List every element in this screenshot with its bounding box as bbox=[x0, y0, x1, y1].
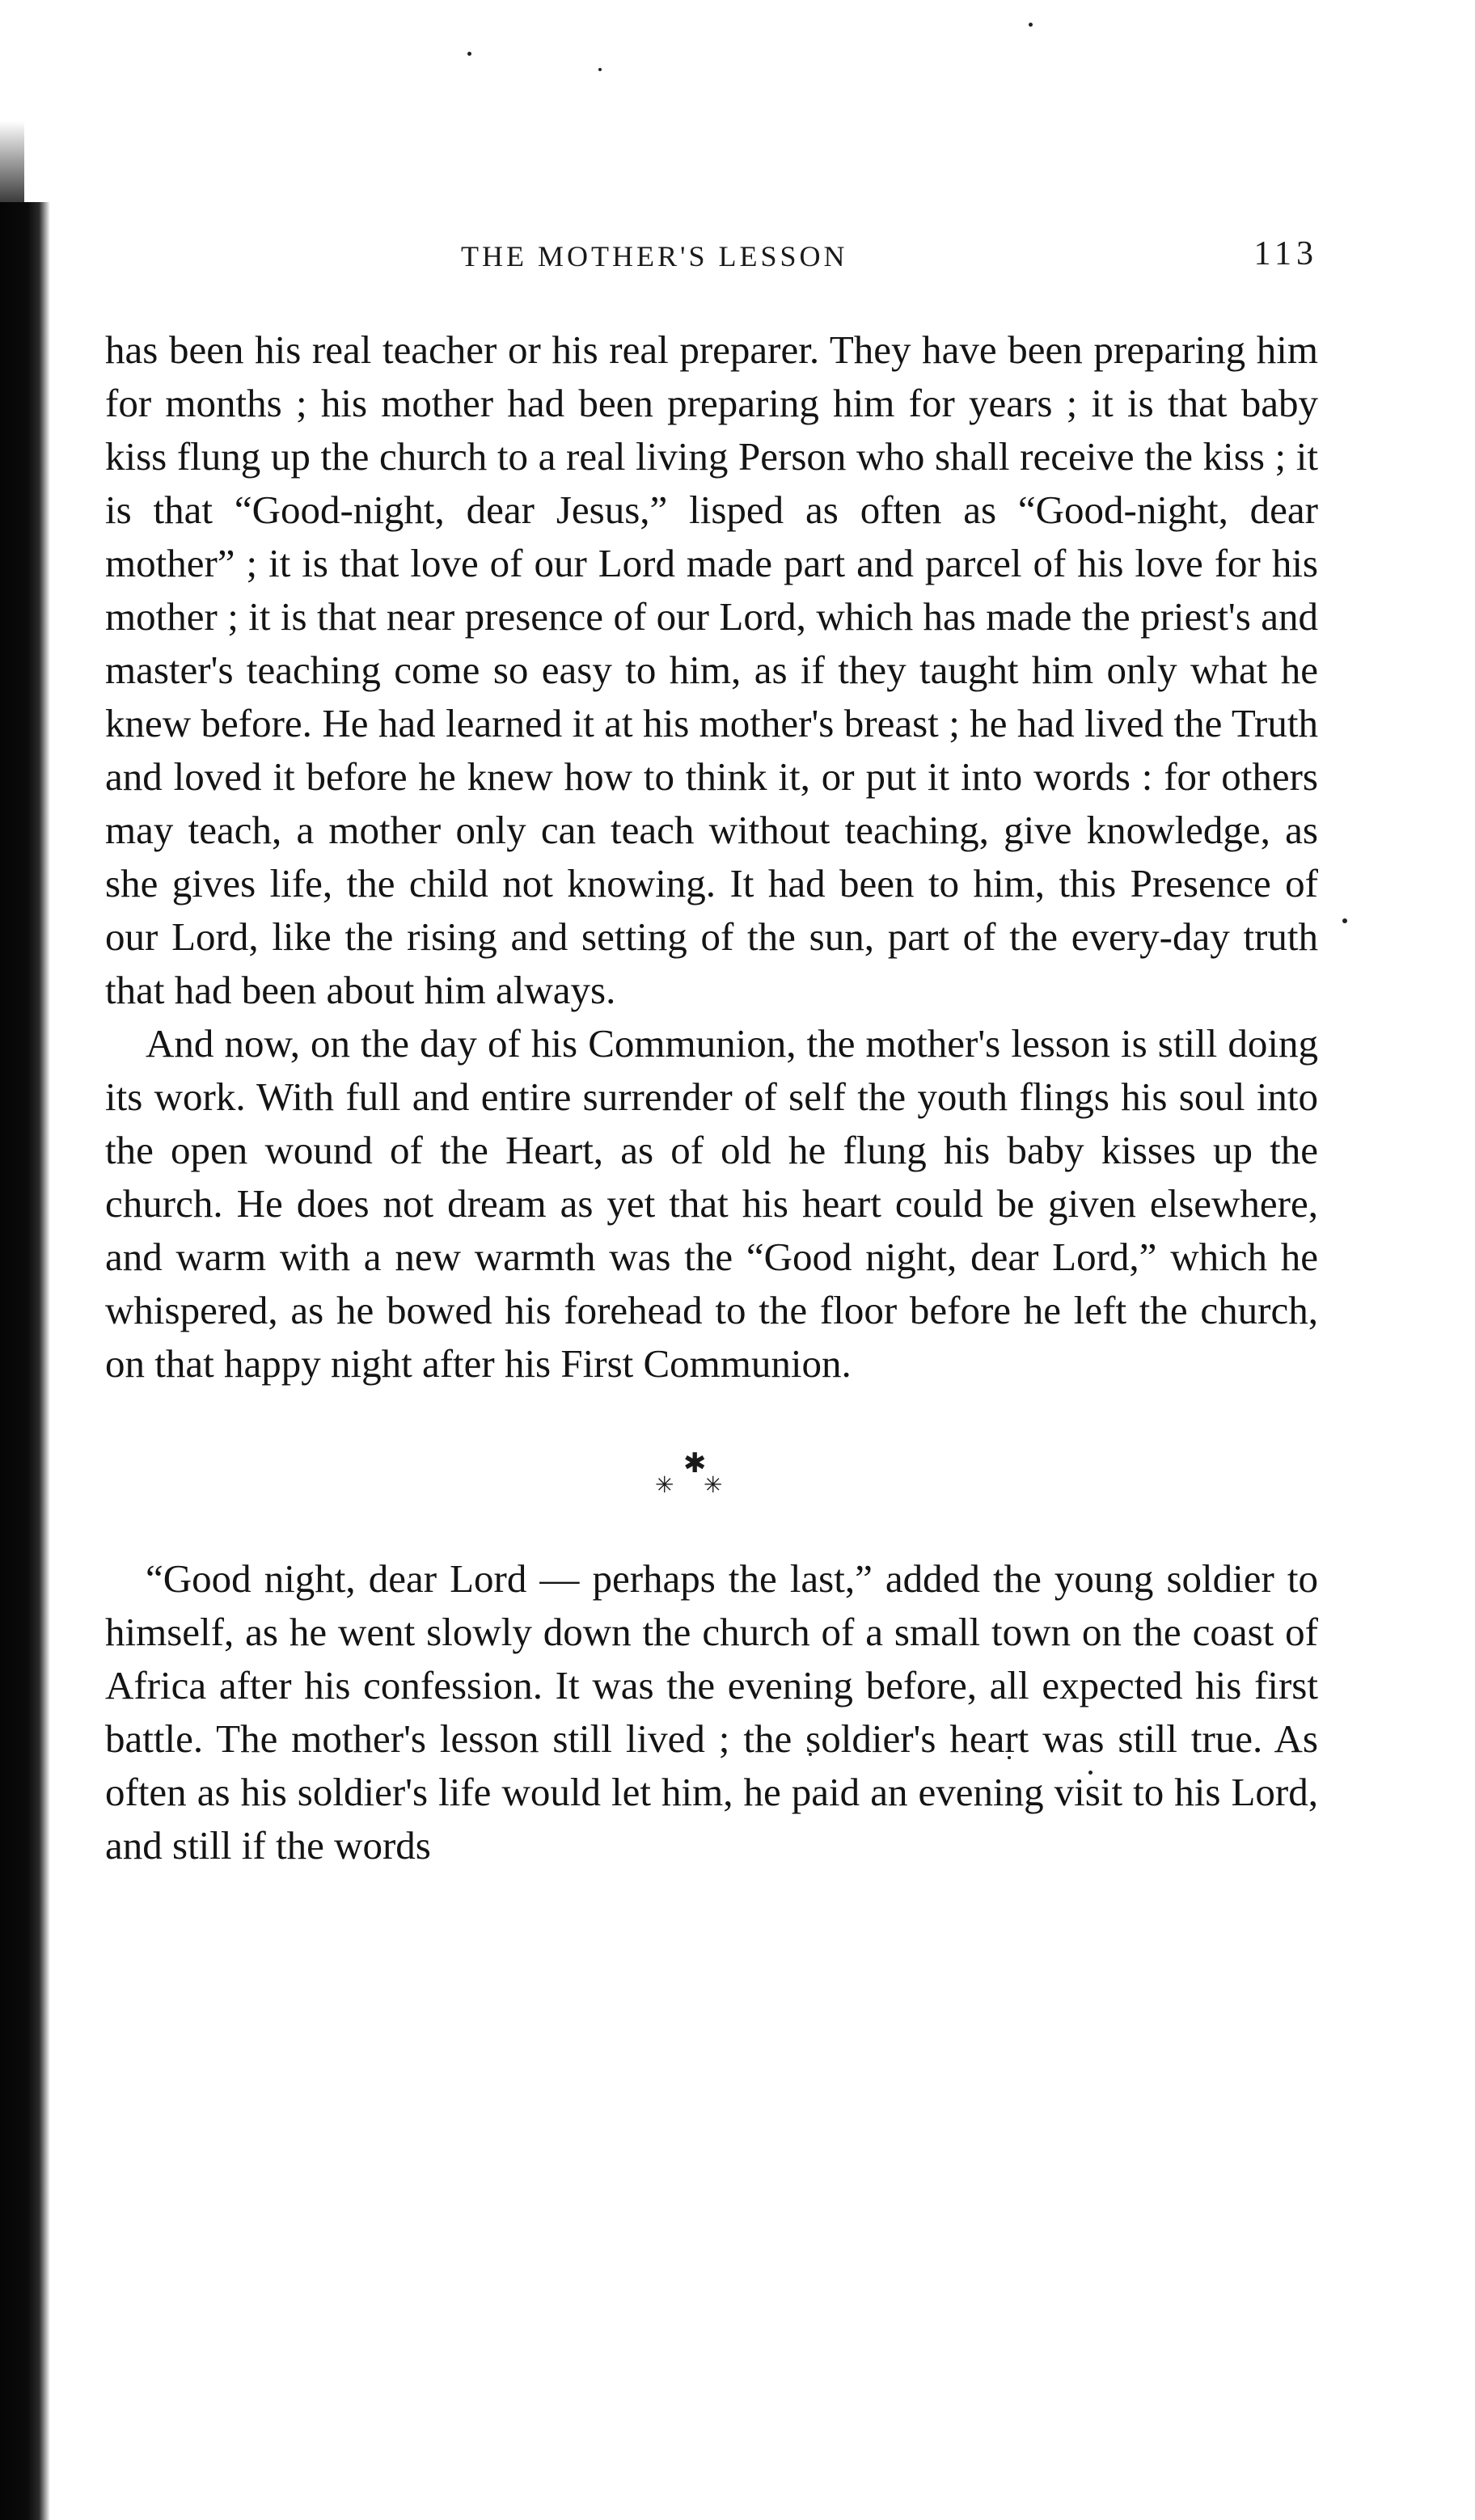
asterisk-icon: ✳ bbox=[655, 1471, 674, 1498]
paragraph: And now, on the day of his Communion, the mother's lesson is still doing its work. With full and entire surrender of self the youth flings his soul into the open wound of the Heart, as of old he flung his baby kisses up the church. He does not dream as yet that his heart could be given elsewhere, and warm with a new warmth was the “Good night, dear Lord,” which he whispered, as he bowed his forehead to the floor before he left the church, on that happy night after his First Communion. bbox=[105, 1021, 1318, 1386]
book-page bbox=[105, 234, 1318, 1872]
running-title: THE MOTHER'S LESSON bbox=[461, 240, 848, 272]
asterisk-icon: ✱ bbox=[683, 1447, 707, 1479]
asterisk-icon: ✳ bbox=[704, 1471, 723, 1498]
ink-speck bbox=[1029, 23, 1033, 27]
ink-speck bbox=[598, 68, 602, 71]
paragraph: “Good night, dear Lord — perhaps the last,” added the young soldier to himself, as he went slowly down the church of a small town on the coast of Africa after his confession. It was the evening before, all expected his first battle. The mother's lesson still lived ; the soldier's heart was still true. As often as his soldier's life would let him, he paid an evening visit to his Lord, and still if the words bbox=[105, 1556, 1318, 1868]
ink-speck bbox=[1342, 918, 1347, 923]
page-number: 113 bbox=[1253, 235, 1318, 272]
running-header bbox=[105, 234, 1318, 299]
section-break-ornament bbox=[105, 1391, 1318, 1552]
ink-speck bbox=[467, 52, 471, 56]
paragraph: has been his real teacher or his real preparer. They have been preparing him for months ; his mother had been preparing him for years ; it is that baby kiss flung up the church to a real living Person who shall receive the kiss ; it is that “Good-night, dear Jesus,” lisped as often as “Good-night, dear mother” ; it is that love of our Lord made part and parcel of his love for his mother ; it is that near presence of our Lord, which has made the priest's and master's teaching come so easy to him, as if they taught him only what he knew before. He had learned it at his mother's breast ; he had lived the Truth and loved it before he knew how to think it, or put it into words : for others may teach, a mother only can teach without teaching, give knowledge, as she gives life, the child not knowing. It had been to him, this Presence of our Lord, like the rising and setting of the sun, part of the every-day truth that had been about him always. bbox=[105, 327, 1318, 1012]
book-spine-shadow bbox=[0, 202, 50, 2520]
